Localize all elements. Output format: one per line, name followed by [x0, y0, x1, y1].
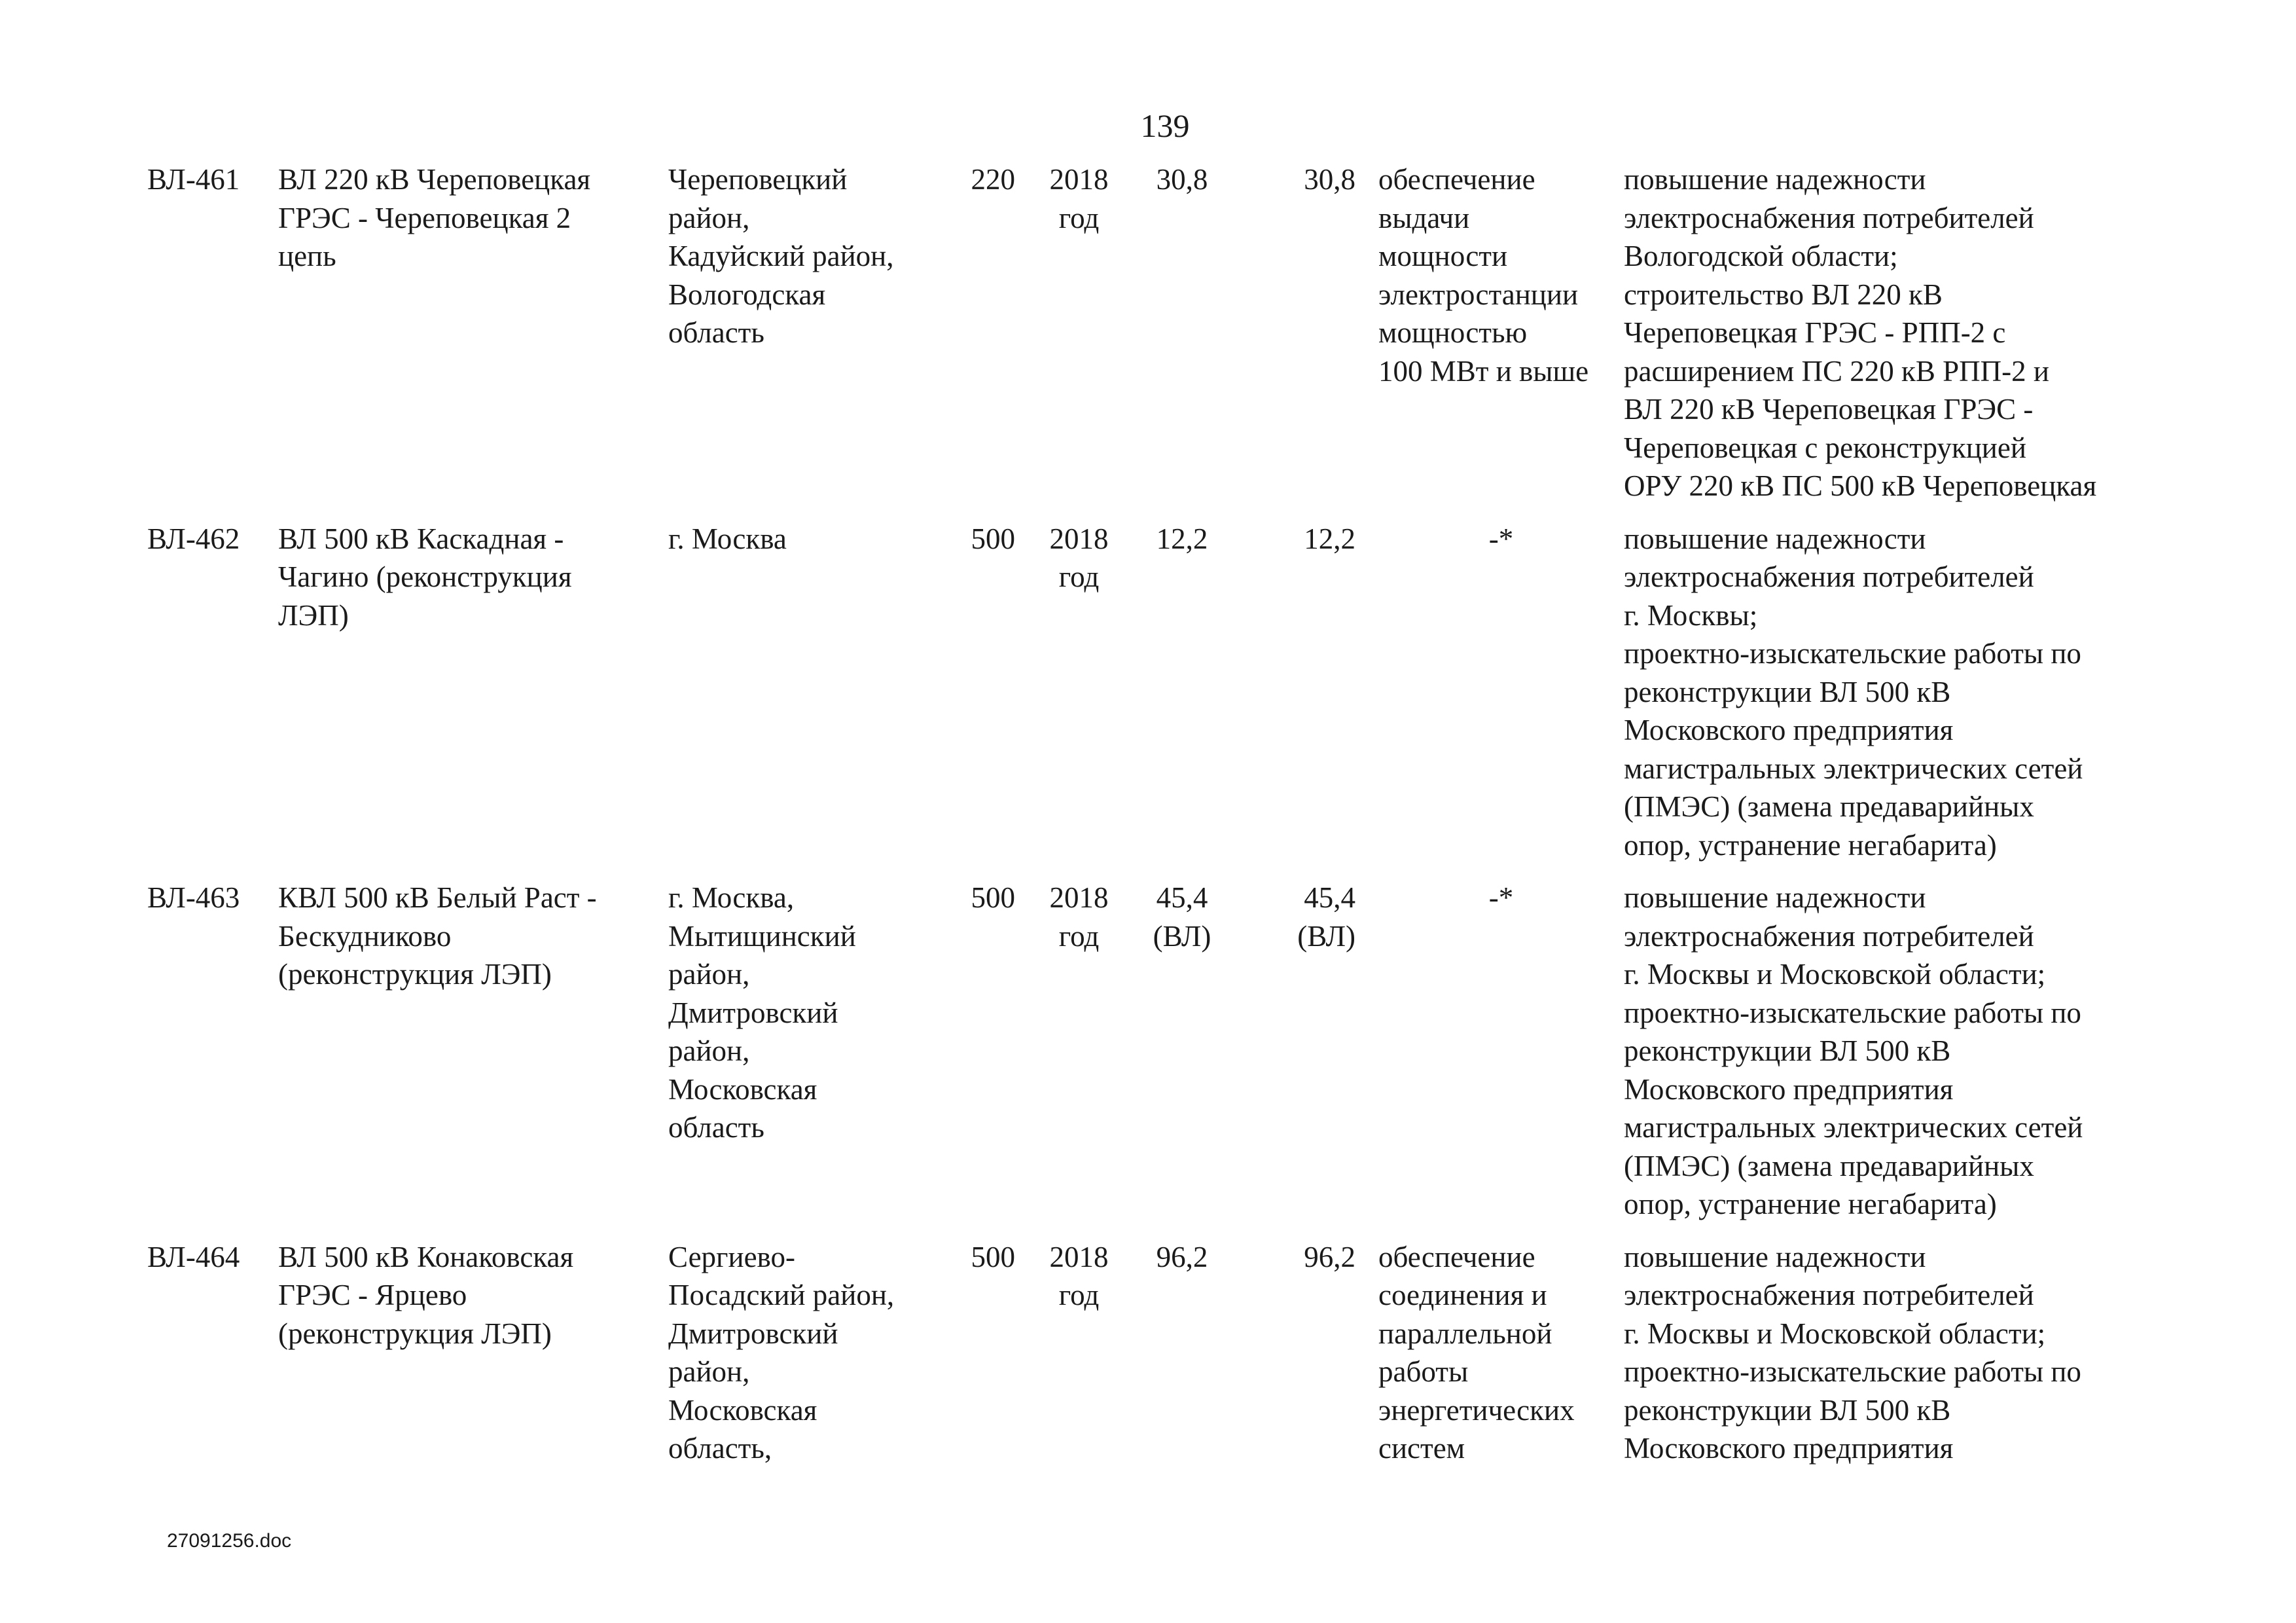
table-row [147, 1238, 2186, 1482]
table-row [147, 879, 2186, 1238]
line-region: г. Москва, Мытищинский район, Дмитровский район, Московская область [668, 881, 856, 1144]
line-length: 96,2 [1156, 1240, 1208, 1273]
line-voltage: 500 [971, 881, 1015, 914]
line-length-total: 12,2 [1304, 522, 1355, 555]
line-length: 30,8 [1156, 163, 1208, 196]
line-region: г. Москва [668, 522, 787, 555]
line-year: 2018 год [1049, 881, 1109, 953]
table-row [147, 520, 2186, 879]
line-name: ВЛ 220 кВ Череповецкая ГРЭС - Череповецкая 2 цепь [278, 163, 591, 272]
line-voltage: 500 [971, 522, 1015, 555]
line-code: ВЛ-464 [147, 1240, 240, 1273]
line-length-total: 96,2 [1304, 1240, 1355, 1273]
line-voltage: 500 [971, 1240, 1015, 1273]
line-region: Сергиево- Посадский район, Дмитровский район, Московская область, [668, 1240, 895, 1465]
line-year: 2018 год [1049, 163, 1109, 234]
line-region: Череповецкий район, Кадуйский район, Вологодская область [668, 163, 894, 349]
line-code: ВЛ-463 [147, 881, 240, 914]
line-year: 2018 год [1049, 522, 1109, 593]
line-length-total: 45,4 (ВЛ) [1297, 881, 1355, 953]
line-purpose: -* [1488, 881, 1514, 914]
line-length: 45,4 (ВЛ) [1153, 881, 1211, 953]
line-code: ВЛ-462 [147, 522, 240, 555]
line-length: 12,2 [1156, 522, 1208, 555]
document-filename: 27091256.doc [167, 1530, 292, 1552]
line-code: ВЛ-461 [147, 163, 240, 196]
line-name: ВЛ 500 кВ Конаковская ГРЭС - Ярцево (реконструкция ЛЭП) [278, 1240, 574, 1350]
line-year: 2018 год [1049, 1240, 1109, 1311]
table-row [147, 160, 2186, 520]
line-voltage: 220 [971, 163, 1015, 196]
line-reason: повышение надежности электроснабжения потребителей г. Москвы и Московской области; проектно-изыскательские работы по реконструкции ВЛ 500 кВ Московского предприятия [1624, 1240, 2081, 1465]
line-reason: повышение надежности электроснабжения потребителей Вологодской области; строительство ВЛ 220 кВ Череповецкая ГРЭС - РПП-2 с расширением ПС 220 кВ РПП-2 и ВЛ 220 кВ Череповецкая ГРЭС - Череповецкая с реконструкцией ОРУ 220 кВ ПС 500 кВ Череповецкая [1624, 163, 2097, 502]
line-purpose: -* [1488, 522, 1514, 555]
power-lines-table [147, 160, 2186, 1482]
line-reason: повышение надежности электроснабжения потребителей г. Москвы; проектно-изыскательские работы по реконструкции ВЛ 500 кВ Московского предприятия магистральных электрических сетей (ПМЭС) (замена предаварийных опор, устранение негабарита) [1624, 522, 2083, 862]
line-name: КВЛ 500 кВ Белый Раст - Бескудниково (реконструкция ЛЭП) [278, 881, 597, 991]
line-purpose: обеспечение выдачи мощности электростанции мощностью 100 МВт и выше [1378, 163, 1589, 388]
line-reason: повышение надежности электроснабжения потребителей г. Москвы и Московской области; проектно-изыскательские работы по реконструкции ВЛ 500 кВ Московского предприятия магистральных электрических сетей (ПМЭС) (замена предаварийных опор, устранение негабарита) [1624, 881, 2083, 1220]
line-name: ВЛ 500 кВ Каскадная - Чагино (реконструкция ЛЭП) [278, 522, 572, 632]
line-purpose: обеспечение соединения и параллельной работы энергетических систем [1378, 1240, 1575, 1465]
line-length-total: 30,8 [1304, 163, 1355, 196]
page-number: 139 [1140, 107, 1190, 144]
